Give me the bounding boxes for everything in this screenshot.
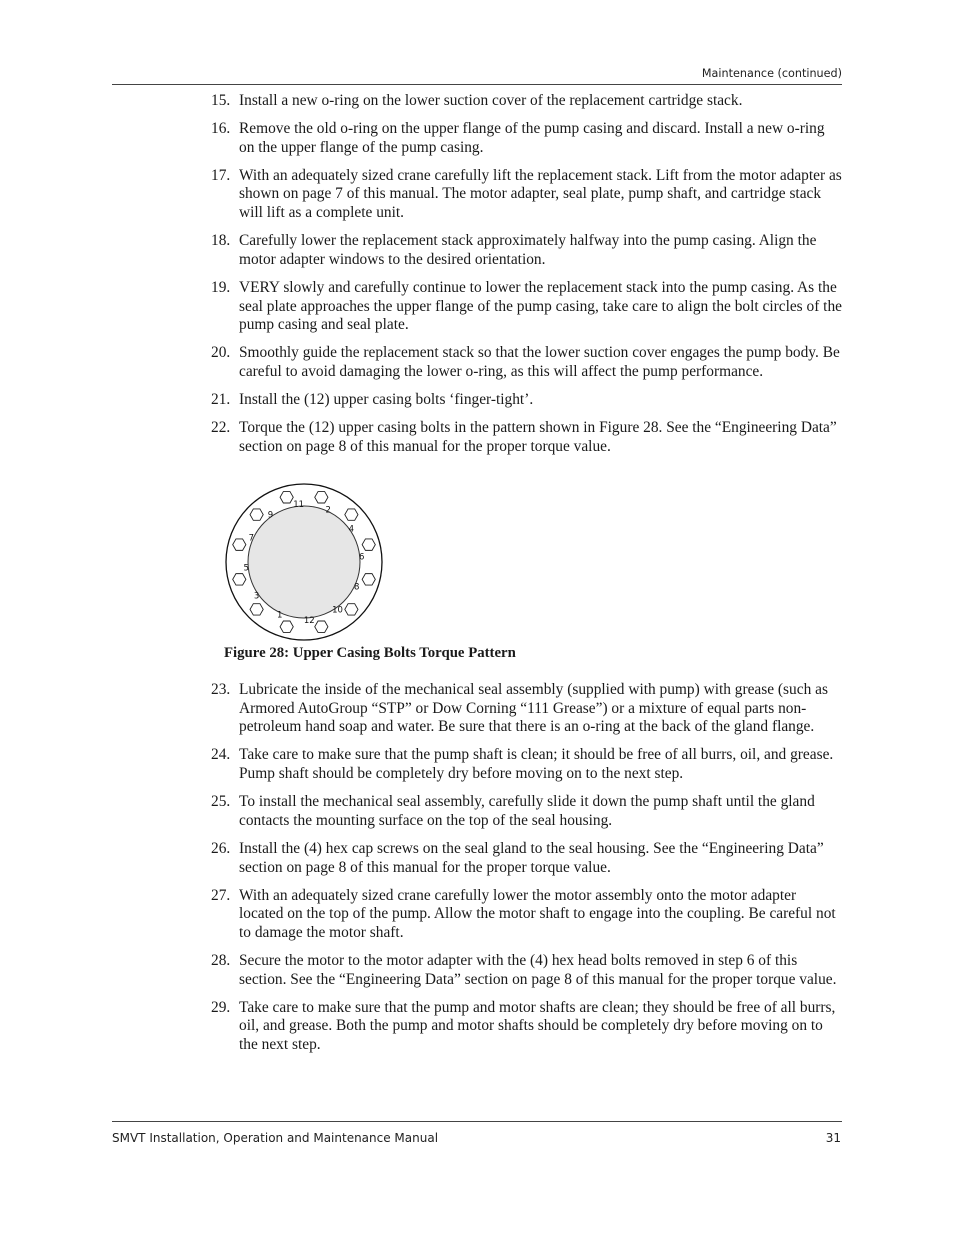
step-text: Install the (4) hex cap screws on the seal gland to the seal housing. See the “Engineering Data” section on page 8 of this manual for the proper torque value. [239, 839, 824, 876]
step-number: 29. [211, 998, 231, 1016]
step-text: Remove the old o-ring on the upper flange of the pump casing and discard. Install a new o-ring on the upper flange of the pump casing. [239, 120, 825, 156]
step-text: Take care to make sure that the pump and motor shafts are clean; they should be free of all burrs, oil, and grease. Both the pump and motor shafts should be completely dry before moving on to the next step. [239, 998, 836, 1054]
bolt-sequence-label: 1 [277, 610, 283, 621]
hex-bolt-icon [362, 574, 375, 585]
hex-bolt-icon [250, 604, 263, 615]
step-item [211, 952, 843, 989]
footer-manual-title: SMVT Installation, Operation and Maintenance Manual [112, 1131, 439, 1145]
hex-bolt-icon [315, 492, 328, 503]
step-text: With an adequately sized crane carefully lower the motor assembly onto the motor adapter located on the top of the pump. Allow the motor shaft to engage into the coupling. Be careful not to damage the motor shaft. [239, 886, 836, 941]
step-number: 25. [211, 793, 231, 811]
step-item [211, 120, 843, 157]
step-number: 20. [211, 344, 231, 362]
step-number: 27. [211, 886, 231, 904]
hex-bolt-icon [280, 492, 293, 503]
casing-bore [248, 506, 360, 618]
hex-bolt-icon [250, 509, 263, 520]
footer-divider [112, 1121, 842, 1122]
steps-list-part2 [211, 681, 843, 1064]
step-item [211, 887, 843, 943]
step-number: 28. [211, 951, 231, 969]
bolt-sequence-label: 9 [267, 510, 274, 521]
bolt-sequence-label: 6 [359, 552, 365, 563]
footer-page-number: 31 [825, 1131, 841, 1145]
figure-caption: Figure 28: Upper Casing Bolts Torque Pattern [224, 645, 516, 661]
bolt-sequence-label: 8 [353, 582, 360, 593]
step-number: 24. [211, 746, 231, 764]
step-text: Install a new o-ring on the lower suction cover of the replacement cartridge stack. [239, 92, 743, 109]
step-item [211, 999, 843, 1055]
step-number: 23. [211, 681, 231, 698]
step-text: Lubricate the inside of the mechanical seal assembly (supplied with pump) with grease (such as Armored AutoGroup “STP” or Dow Corning “111 Grease”) or a mixture of equal parts non-petroleum hand soap and water. Be sure that there is an o-ring at the back of the gland flange. [239, 681, 828, 736]
step-number: 15. [211, 92, 231, 109]
step-text: With an adequately sized crane carefully lift the replacement stack. Lift from the motor adapter as shown on page 7 of this manual. The motor adapter, seal plate, pump shaft, and cartridge stack will lift as a complete unit. [239, 166, 842, 222]
steps-list-part1 [211, 92, 843, 466]
header-divider [112, 84, 842, 85]
hex-bolt-icon [233, 539, 246, 550]
step-item [211, 840, 843, 877]
bolt-sequence-label: 2 [325, 505, 331, 516]
step-number: 18. [211, 232, 231, 250]
step-text: Install the (12) upper casing bolts ‘finger-tight’. [239, 390, 534, 408]
step-text: VERY slowly and carefully continue to lower the replacement stack into the pump casing. As the seal plate approaches the upper flange of the pump casing, take care to align the bolt circles of the pump casing and seal plate. [239, 278, 842, 334]
bolt-sequence-label: 5 [243, 563, 249, 574]
bolt-sequence-label: 7 [248, 533, 255, 544]
step-item [211, 419, 843, 456]
step-text: Carefully lower the replacement stack approximately halfway into the pump casing. Align the motor adapter windows to the desired orientation. [239, 232, 817, 268]
hex-bolt-icon [280, 621, 293, 632]
step-number: 16. [211, 120, 231, 137]
hex-bolt-icon [345, 509, 358, 520]
hex-bolt-icon [315, 621, 328, 632]
step-item [211, 92, 843, 111]
step-item [211, 232, 843, 269]
bolt-sequence-label: 11 [293, 500, 305, 511]
step-text: Smoothly guide the replacement stack so that the lower suction cover engages the pump body. Be careful to avoid damaging the lower o-ring, as this will affect the pump performance. [239, 344, 840, 380]
step-number: 26. [211, 839, 231, 857]
section-header: Maintenance (continued) [701, 67, 842, 80]
step-item [211, 746, 843, 783]
bolt-sequence-label: 3 [253, 591, 260, 602]
bolt-circle-diagram [224, 484, 384, 640]
step-item [211, 167, 843, 223]
hex-bolt-icon [362, 539, 375, 550]
step-text: Secure the motor to the motor adapter with the (4) hex head bolts removed in step 6 of this section. See the “Engineering Data” section on page 8 of this manual for the proper torque value. [239, 951, 837, 988]
step-number: 22. [211, 418, 231, 436]
bolt-sequence-label: 10 [332, 605, 343, 616]
step-item [211, 793, 843, 830]
hex-bolt-icon [233, 574, 246, 585]
bolt-torque-pattern-figure [224, 484, 384, 640]
bolt-sequence-label: 12 [303, 615, 315, 626]
step-item [211, 391, 843, 410]
step-item [211, 344, 843, 381]
step-number: 17. [211, 166, 231, 184]
step-item [211, 681, 843, 737]
step-text: Torque the (12) upper casing bolts in the pattern shown in Figure 28. See the “Engineering Data” section on page 8 of this manual for the proper torque value. [239, 418, 837, 455]
step-number: 21. [211, 390, 231, 408]
step-text: Take care to make sure that the pump shaft is clean; it should be free of all burrs, oil, and grease. Pump shaft should be completely dry before moving on to the next step. [239, 746, 834, 783]
bolt-sequence-label: 4 [348, 524, 355, 535]
step-item [211, 279, 843, 335]
step-text: To install the mechanical seal assembly, carefully slide it down the pump shaft until the gland contacts the mounting surface on the top of the seal housing. [239, 793, 815, 829]
hex-bolt-icon [345, 604, 358, 615]
step-number: 19. [211, 278, 231, 296]
